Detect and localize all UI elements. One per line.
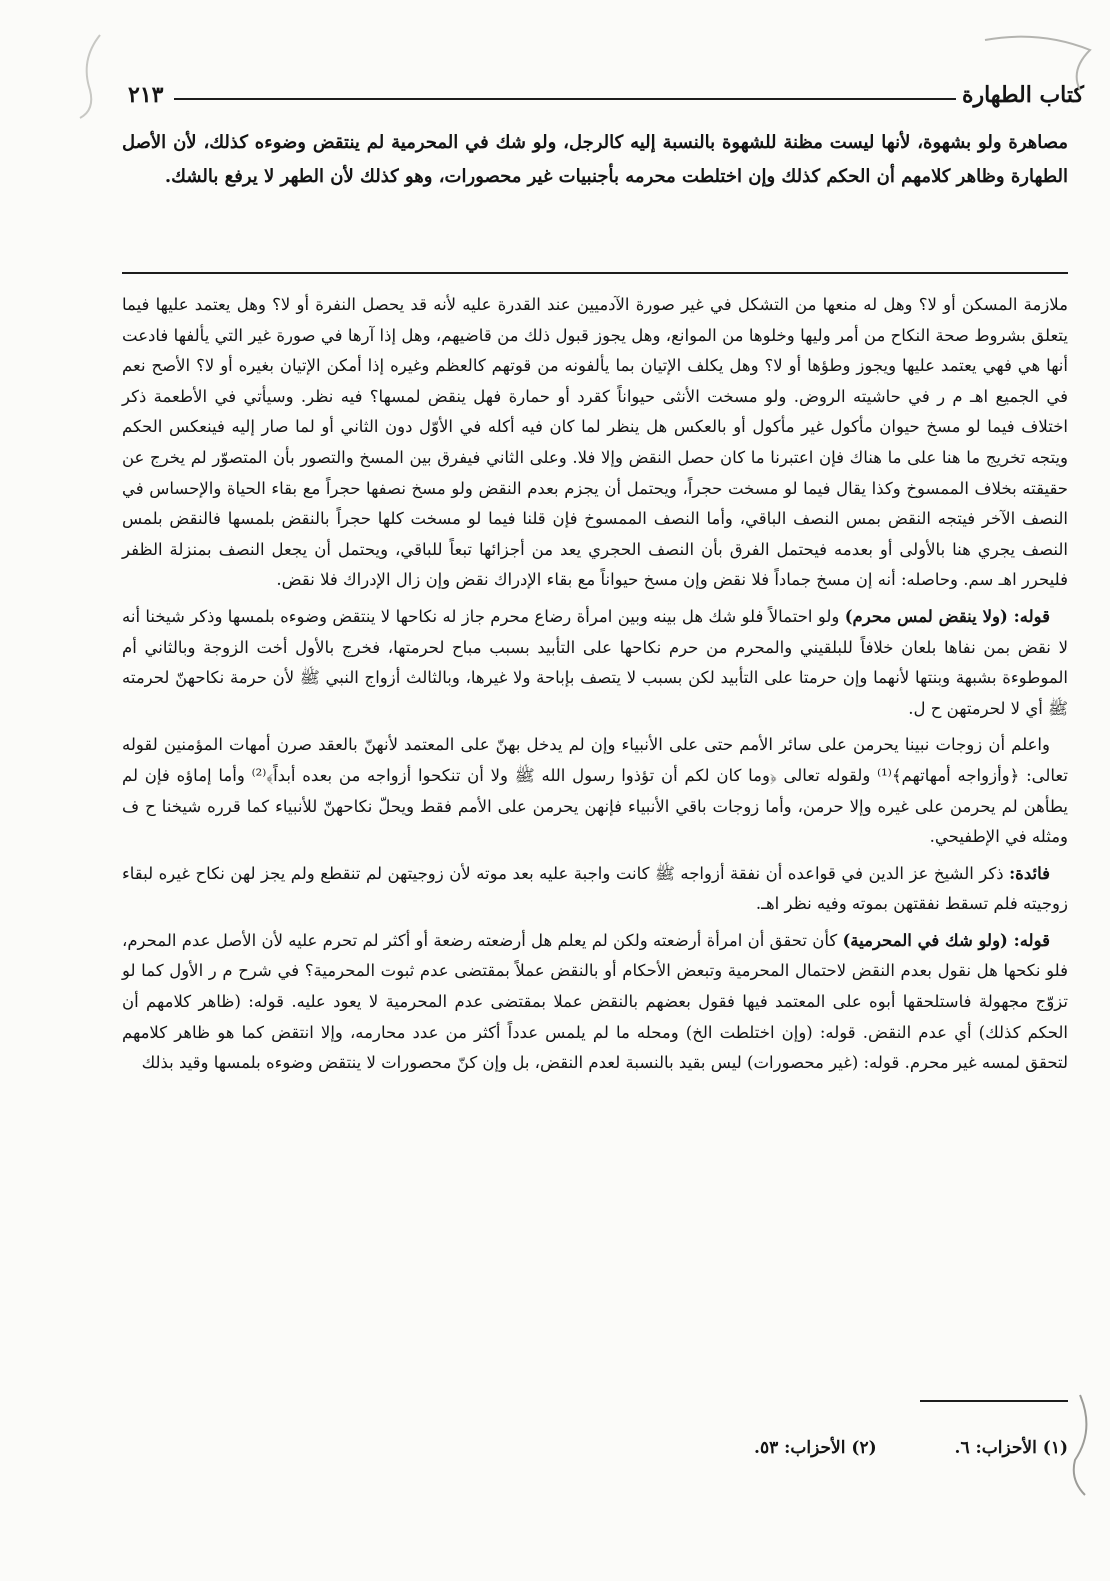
commentary [122,290,1068,1085]
main-text: مصاهرة ولو بشهوة، لأنها ليست مظنة للشهوة بالنسبة إليه كالرجل، ولو شك في المحرمية لم ينتقض وضوءه كذلك، لأن الأصل الطهارة وظاهر كلامهم أن الحكم كذلك وإن اختلطت محرمه بأجنبيات غير محصورات، وهو كذلك لأن الطهر لا يرفع بالشك. [122,132,1068,187]
scan-edge-mark [980,30,1100,100]
scan-edge-mark [1060,1390,1100,1500]
commentary-paragraph: قوله: (ولا ينقض لمس محرم) ولو احتمالاً فلو شك هل بينه وبين امرأة رضاع محرم جاز له نكاحها لا ينتقض وضوءه بلمسها وذكر شيخنا أنه لا نقض بمن نفاها بلعان خلافاً للبلقيني والمحرم من حرم نكاحها على التأبيد بسبب مباح لحرمتها، فخرج بالأول أخت الزوجة وبالثاني أم الموطوءة بشبهة وبنتها لأنهما وإن حرمتا على التأبيد لكن بسبب لا يتصف بإباحة ولا غيرها، وبالثالث أزواج النبي ﷺ لأن حرمة نكاحهنّ لحرمته ﷺ أي لا لحرمتهن ح ل. [122,606,1068,718]
quoted-phrase: فائدة: [1009,863,1050,883]
footnote-2: (٢) الأحزاب: ٥٣. [754,1438,877,1458]
footnotes [300,1438,1068,1458]
chapter-title: كتاب الطهارة [961,82,1084,108]
footnote-1: (١) الأحزاب: ٦. [954,1438,1068,1458]
scan-edge-mark [60,30,120,120]
commentary-paragraph: فائدة: ذكر الشيخ عز الدين في قواعده أن نفقة أزواجه ﷺ كانت واجبة عليه بعد موته لأن زوجيتهن لم تنقطع ولم يجز لهن نكاح غيره لبقاء زوجيته فلم تسقط نفقتهن بموته وفيه نظر اهـ. [122,863,1068,914]
commentary-paragraph: واعلم أن زوجات نبينا يحرمن على سائر الأمم حتى على الأنبياء وإن لم يدخل بهنّ على المعتمد لأنهنّ بالعقد صرن أمهات المؤمنين لقوله تعالى: ﴿وأزواجه أمهاتهم﴾⁽¹⁾ ولقوله تعالى ﴿وما كان لكم أن تؤذوا رسول الله ﷺ ولا أن تنكحوا أزواجه من بعده أبداً﴾⁽²⁾ وأما إماؤه فإن لم يطأهن لم يحرمن على غيره وإلا حرمن، وأما زوجات باقي الأنبياء فإنهن يحرمن على الأمم فقط ويحلّ نكاحهنّ للأنبياء كما قرره شيخنا ح ف ومثله في الإطفيحي. [122,735,1068,847]
commentary-paragraph: قوله: (ولو شك في المحرمية) كأن تحقق أن امرأة أرضعته ولكن لم يعلم هل أرضعته رضعة أو أكثر لم تحرم عليه لأن الأصل عدم المحرم، فلو نكحها هل نقول بعدم النقض لاحتمال المحرمية وتبعض الأحكام أو بالنقض عملاً بمقتضى عدم ثبوت المحرمية؟ في شرح م ر الأول كما لو تزوّج مجهولة فاستلحقها أبوه على المعتمد فيها فقول بعضهم بالنقض عملا بمقتضى عدم المحرمية لا يعود عليه. قوله: (ظاهر كلامهم أن الحكم كذلك) أي عدم النقض. قوله: (وإن اختلطت الخ) ومحله ما لم يلمس عدداً أكثر من عدد محارمه، وإلا انتقض كما هو ظاهر كلامهم لتحقق لمسه غير محرم. قوله: (غير محصورات) ليس بقيد بالنسبة لعدم النقض، بل وإن كنّ محصورات لا ينتقض وضوءه بلمسها وقيد بذلك [122,930,1068,1073]
footnote-rule [920,1400,1068,1402]
quoted-phrase: قوله: (ولا ينقض لمس محرم) [844,606,1051,626]
header-rule [174,98,956,100]
running-header [128,82,1084,112]
commentary-separator [122,272,1068,274]
quoted-phrase: قوله: (ولو شك في المحرمية) [842,930,1050,950]
commentary-paragraph: ملازمة المسكن أو لا؟ وهل له منعها من التشكل في غير صورة الآدميين عند القدرة عليه لأنه قد يحصل النفرة أو لا؟ وهل يعتمد عليها فيما يتعلق بشروط صحة النكاح من أمر وليها وخلوها من الموانع، وهل يجوز قبول ذلك من قاضيهم، وهل إذا آرها في صورة غير التي يألفها فادعت أنها هي فهي يعتمد عليها ويجوز وطؤها أو لا؟ وهل يكلف الإتيان بما يألفونه من قوتهم كالعظم وغيره إذا أمكن الإتيان بغيره أو لا؟ الأصح نعم في الجميع اهـ م ر في حاشيته الروض. ولو مسخت الأنثى حيواناً كقرد أو حمارة فهل ينقض لمسها؟ فيه نظر. وسيأتي في الأطعمة ذكر اختلاف فيما لو مسخ حيوان مأكول غير مأكول أو بالعكس هل ينظر لما كان فيه أكله في الأوّل دون الثاني أو لما صار إليه فينعكس الحكم ويتجه تخريج ما هنا على ما هناك فإن اعتبرنا ما كان حصل النقض وإلا فلا. وعلى الثاني فيفرق بين المسخ والتصور بأن المتصوّر لم يخرج عن حقيقته بخلاف الممسوخ وكذا يقال فيما لو مسخت حجراً، ويحتمل أن يجزم بعدم النقض ولو مسخ نصفها حجراً مع بقاء الحياة والإحساس في النصف الآخر فيتجه النقض بمس النصف الباقي، وأما النصف الممسوخ فإن قلنا فيما لو مسخت كلها حجراً بالنقض بلمسها فالنقض بلمس النصف يجري هنا بالأولى أو بعدمه فيحتمل الفرق بأن النصف الحجري يعد من أجزائها تبعاً للباقي، ويحتمل أن يجعل النصف بمنزلة الظفر فليحرر اهـ سم. وحاصله: أنه إن مسخ جماداً فلا نقض وإن مسخ حيواناً مع بقاء الإدراك نقض وإن زال الإدراك فلا نقض. [122,295,1069,590]
page-number: ٢١٣ [128,82,164,108]
